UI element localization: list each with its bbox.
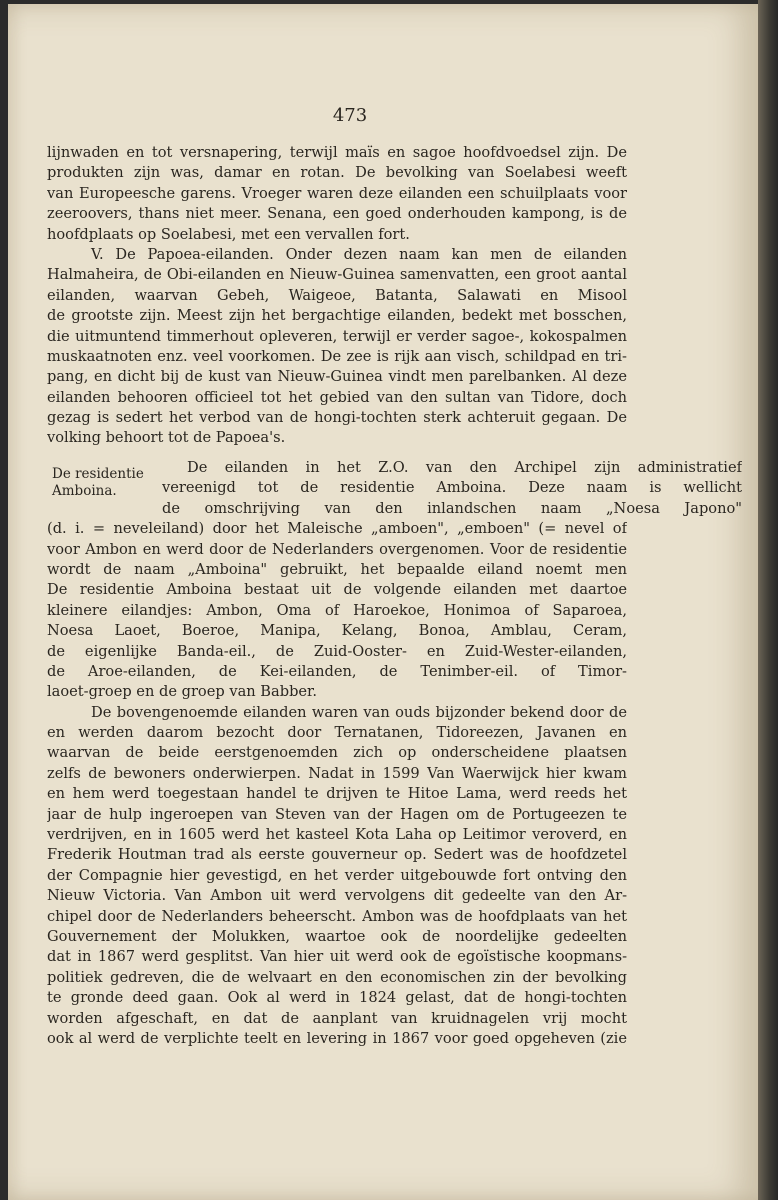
- text-line: volking behoort tot de Papoea's.: [47, 429, 286, 447]
- text-line: Frederik Houtman trad als eerste gouverneur op. Sedert was de hoofdzetel: [47, 846, 627, 864]
- text-line: wordt de naam „Amboina" gebruikt, het bepaalde eiland noemt men: [47, 560, 627, 578]
- text-line: eilanden, waarvan Gebeh, Waigeoe, Batanta, Salawati en Misool: [47, 286, 627, 304]
- text-line: Gouvernement der Molukken, waartoe ook de noordelijke gedeelten: [47, 927, 627, 945]
- body-text-bottom: [47, 458, 742, 1049]
- text-line: produkten zijn was, damar en rotan. De bevolking van Soelabesi weeft: [47, 164, 627, 182]
- text-line: Halmaheira, de Obi-eilanden en Nieuw-Guinea samenvatten, een groot aantal: [47, 266, 627, 284]
- text-line: eilanden behooren officieel tot het gebied van den sultan van Tidore, doch: [47, 388, 627, 406]
- text-line: jaar de hulp ingeroepen van Steven van der Hagen om de Portugeezen te: [47, 805, 627, 823]
- page-edge: [758, 0, 778, 1200]
- text-line: die uitmuntend timmerhout opleveren, terwijl er verder sagoe-, kokospalmen: [47, 327, 627, 345]
- text-line: V. De Papoea-eilanden. Onder dezen naam kan men de eilanden: [91, 245, 627, 263]
- text-line: dat in 1867 werd gesplitst. Van hier uit werd ook de egoïstische koopmans-: [47, 948, 627, 966]
- text-line: en werden daarom bezocht door Ternatanen, Tidoreezen, Javanen en: [47, 724, 627, 742]
- page-number: 473: [332, 105, 368, 126]
- body-text-top: [47, 143, 627, 449]
- text-line: vereenigd tot de residentie Amboina. Deze naam is wellicht: [162, 479, 742, 497]
- text-line: te gronde deed gaan. Ook al werd in 1824 gelast, dat de hongi-tochten: [47, 989, 627, 1007]
- text-line: de grootste zijn. Meest zijn het bergachtige eilanden, bedekt met bosschen,: [47, 307, 627, 325]
- text-line: der Compagnie hier gevestigd, en het verder uitgebouwde fort ontving den: [47, 866, 627, 884]
- text-line: pang, en dicht bij de kust van Nieuw-Guinea vindt men parelbanken. Al deze: [47, 368, 627, 386]
- text-line: kleinere eilandjes: Ambon, Oma of Haroekoe, Honimoa of Saparoea,: [47, 601, 627, 619]
- text-line: zeeroovers, thans niet meer. Senana, een goed onderhouden kampong, is de: [47, 205, 627, 223]
- text-line: ook al werd de verplichte teelt en levering in 1867 voor goed opgeheven (zie: [47, 1029, 627, 1047]
- text-line: De eilanden in het Z.O. van den Archipel zijn administratief: [187, 459, 742, 476]
- text-line: Nieuw Victoria. Van Ambon uit werd vervolgens dit gedeelte van den Ar-: [47, 887, 627, 905]
- text-line: van Europeesche garens. Vroeger waren deze eilanden een schuilplaats voor: [47, 184, 627, 202]
- text-line: De residentie Amboina bestaat uit de volgende eilanden met daartoe: [47, 581, 627, 599]
- text-line: en hem werd toegestaan handel te drijven te Hitoe Lama, werd reeds het: [47, 785, 627, 803]
- text-line: de Aroe-eilanden, de Kei-eilanden, de Tenimber-eil. of Timor-: [47, 662, 627, 680]
- text-line: de omschrijving van den inlandschen naam „Noesa Japono": [162, 499, 742, 517]
- text-line: worden afgeschaft, en dat de aanplant van kruidnagelen vrij mocht: [47, 1009, 627, 1027]
- text-line: waarvan de beide eerstgenoemden zich op onderscheidene plaatsen: [47, 744, 627, 762]
- text-line: voor Ambon en werd door de Nederlanders overgenomen. Voor de residentie: [47, 540, 627, 558]
- text-line: (d. i. = neveleiland) door het Maleische „amboen", „emboen" (= nevel of: [47, 520, 627, 538]
- text-line: verdrijven, en in 1605 werd het kasteel Kota Laha op Leitimor veroverd, en: [47, 826, 627, 844]
- text-line: hoofdplaats op Soelabesi, met een vervallen fort.: [47, 225, 410, 243]
- text-line: politiek gedreven, die de welvaart en den economischen zin der bevolking: [47, 968, 627, 986]
- text-line: Noesa Laoet, Boeroe, Manipa, Kelang, Bonoa, Amblau, Ceram,: [47, 622, 627, 640]
- text-line: de eigenlijke Banda-eil., de Zuid-Ooster- en Zuid-Wester-eilanden,: [47, 642, 627, 660]
- margin-note-line: De residentie: [52, 466, 144, 482]
- text-line: lijnwaden en tot versnapering, terwijl maïs en sagoe hoofdvoedsel zijn. De: [47, 144, 627, 161]
- text-line: zelfs de bewoners onderwierpen. Nadat in 1599 Van Waerwijck hier kwam: [47, 764, 627, 782]
- text-line: gezag is sedert het verbod van de hongi-tochten sterk achteruit gegaan. De: [47, 409, 627, 427]
- text-line: laoet-groep en de groep van Babber.: [47, 683, 318, 701]
- text-line: muskaatnoten enz. veel voorkomen. De zee is rijk aan visch, schildpad en tri-: [47, 347, 627, 365]
- text-line: De bovengenoemde eilanden waren van ouds bijzonder bekend door de: [91, 703, 627, 721]
- margin-note-line: Amboina.: [52, 483, 117, 499]
- text-line: chipel door de Nederlanders beheerscht. Ambon was de hoofdplaats van het: [47, 907, 627, 925]
